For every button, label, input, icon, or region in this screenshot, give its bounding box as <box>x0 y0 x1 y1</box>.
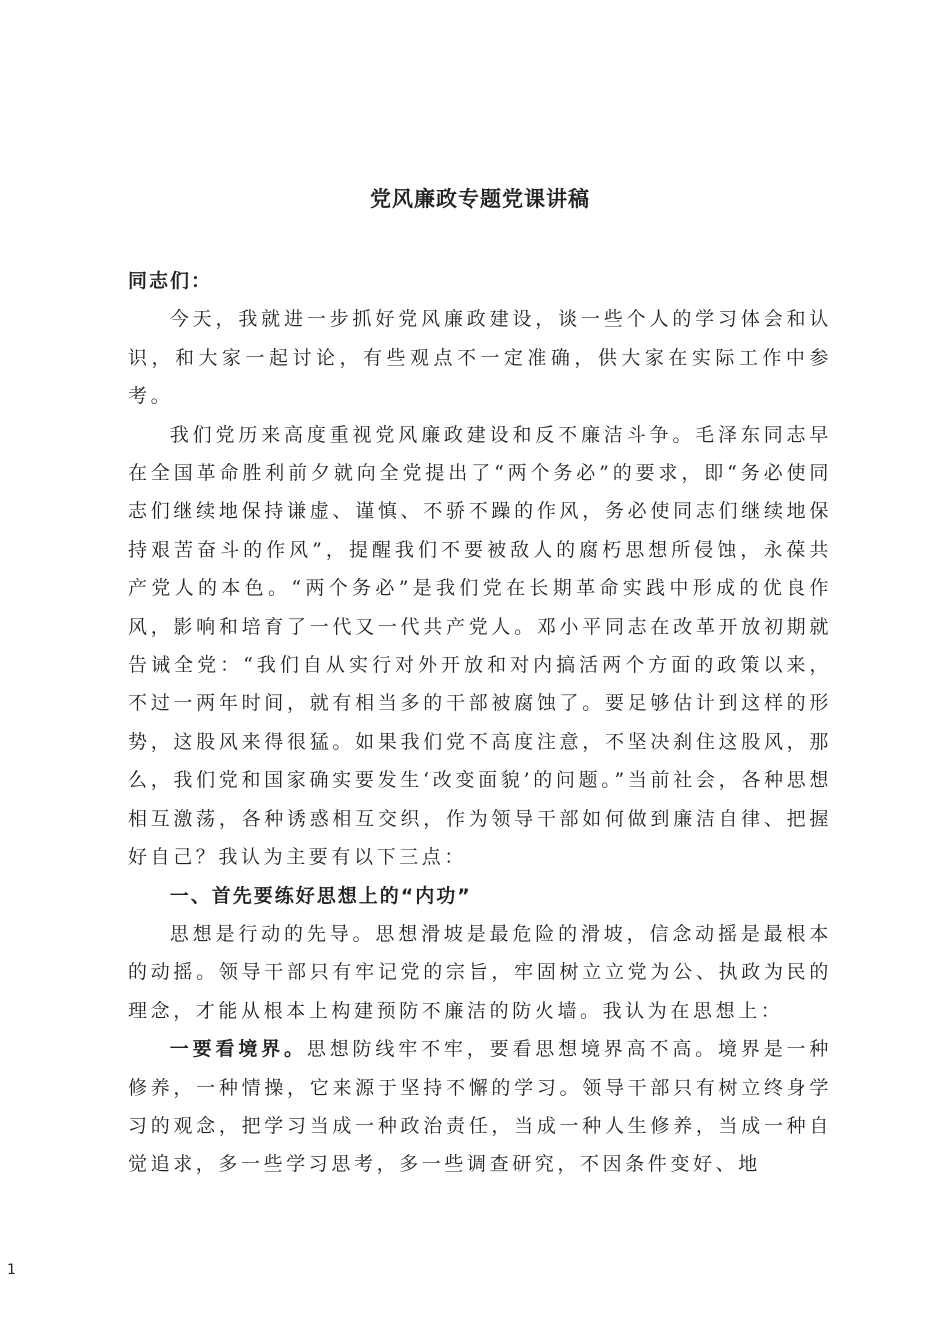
paragraph-history: 我们党历来高度重视党风廉政建设和反不廉洁斗争。毛泽东同志早在全国革命胜利前夕就向全党提出了“两个务必”的要求，即“务必使同志们继续地保持谦虚、谨慎、不骄不躁的作风，务必使同志们继续地保持艰苦奋斗的作风”，提醒我们不要被敌人的腐朽思想所侵蚀，永葆共产党人的本色。“两个务必”是我们党在长期革命实践中形成的优良作风，影响和培育了一代又一代共产党人。邓小平同志在改革开放初期就告诫全党：“我们自从实行对外开放和对内搞活两个方面的政策以来，不过一两年时间，就有相当多的干部被腐蚀了。要足够估计到这样的形势，这股风来得很猛。如果我们党不高度注意，不坚决刹住这股风，那么，我们党和国家确实要发生‘改变面貌’的问题。”当前社会，各种思想相互激荡，各种诱惑相互交织，作为领导干部如何做到廉洁自律、把握好自己？我认为主要有以下三点： <box>128 423 832 869</box>
salutation: 同志们： <box>128 270 213 292</box>
paragraph-intro: 今天，我就进一步抓好党风廉政建设，谈一些个人的学习体会和认识，和大家一起讨论，有些观点不一定准确，供大家在实际工作中参考。 <box>128 308 832 408</box>
point-text: 思想防线牢不牢，要看思想境界高不高。境界是一种修养，一种情操，它来源于坚持不懈的学习。领导干部只有树立终身学习的观念，把学习当成一种政治责任，当成一种人生修养，当成一种自觉追求，多一些学习思考，多一些调查研究，不因条件变好、地 <box>128 1038 832 1176</box>
section-heading: 一、首先要练好思想上的“内功” <box>169 884 472 907</box>
point-lead: 一要看境界。 <box>169 1038 307 1061</box>
paragraph-section: 思想是行动的先导。思想滑坡是最危险的滑坡，信念动摇是最根本的动摇。领导干部只有牢记党的宗旨，牢固树立立党为公、执政为民的理念，才能从根本上构建预防不廉洁的防火墙。我认为在思想上： <box>128 922 832 1022</box>
document-body <box>128 262 832 1184</box>
document-title: 党风廉政专题党课讲稿 <box>370 187 590 211</box>
paragraph-point <box>128 1030 832 1184</box>
page-number: 1 <box>7 1262 16 1278</box>
